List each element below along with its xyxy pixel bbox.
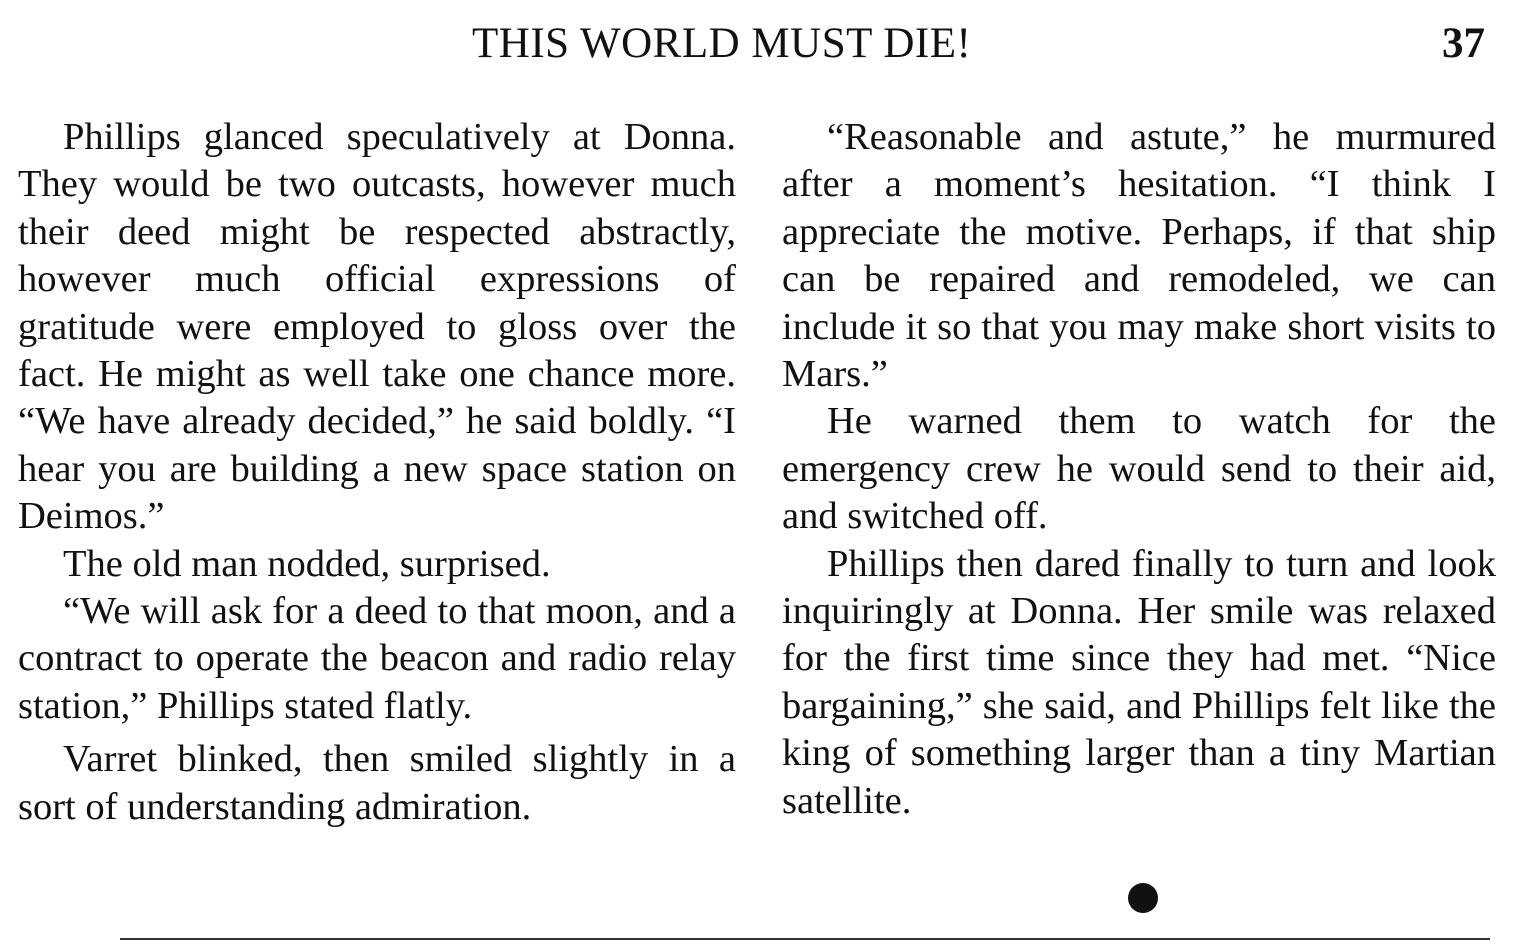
- bottom-rule: [120, 938, 1490, 940]
- paragraph: The old man nodded, surprised.: [63, 542, 551, 585]
- paragraph: He warned them to watch for the emergency crew he would send to their aid, and switched off.: [782, 400, 1496, 538]
- left-column: [18, 114, 736, 831]
- paragraph: Phillips then dared finally to turn and look inquiringly at Donna. Her smile was relaxed for the first time since they had met. “Nice bargaining,” she said, and Phillips felt like the king of something larger than a tiny Martian satellite.: [782, 542, 1496, 822]
- running-title: THIS WORLD MUST DIE!: [472, 20, 972, 67]
- end-of-story-bullet-icon: [1128, 883, 1158, 913]
- paragraph: “We will ask for a deed to that moon, and a contract to operate the beacon and radio relay station,” Phillips stated flatly.: [18, 590, 736, 727]
- right-column: [782, 114, 1496, 825]
- paragraph: Phillips glanced speculatively at Donna. They would be two outcasts, however much their deed might be respected abstractly, however much official expressions of gratitude were employed to gloss over the fact. He might as well take one chance more. “We have already decided,” he said boldly. “I hear you are building a new space station on Deimos.”: [18, 116, 736, 538]
- running-head: [0, 14, 1521, 74]
- paragraph: Varret blinked, then smiled slightly in a sort of understanding admiration.: [18, 738, 736, 828]
- paragraph: “Reasonable and astute,” he murmured after a moment’s hesitation. “I think I appreciate the motive. Perhaps, if that ship can be repaired and remodeled, we can include it so that you may make short visits to Mars.”: [782, 116, 1496, 396]
- page-number: 37: [1442, 20, 1485, 67]
